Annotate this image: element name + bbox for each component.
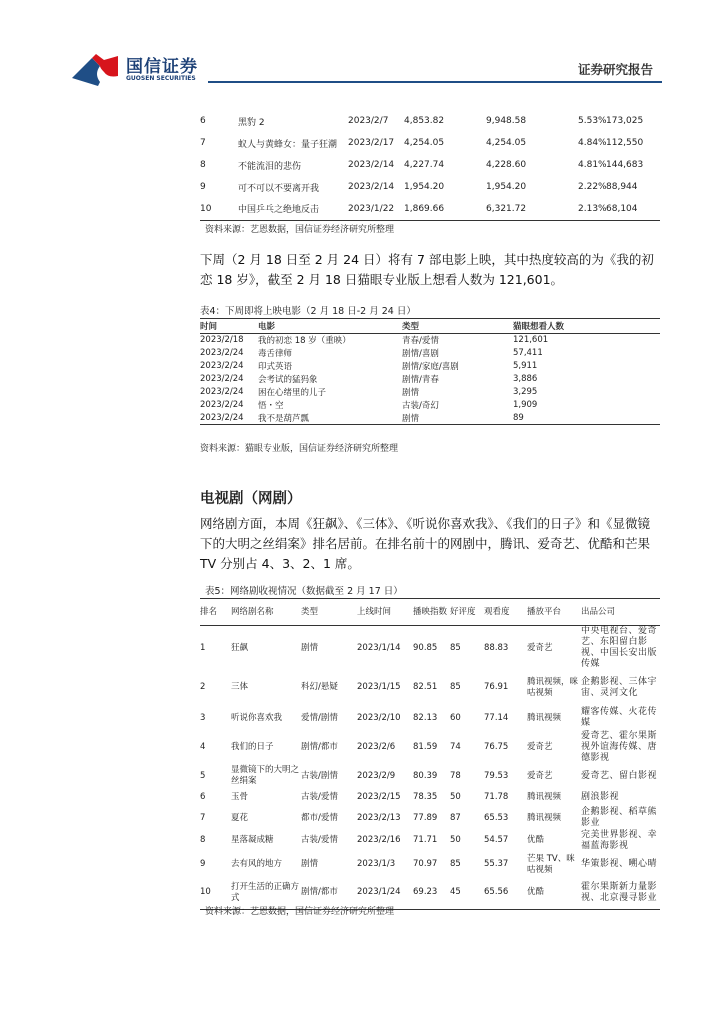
rank: 3	[200, 712, 206, 723]
logo-text-en: GUOSEN SECURITIES	[126, 75, 196, 82]
platform: 爱奇艺	[527, 742, 553, 752]
release-date: 2023/2/9	[357, 770, 396, 781]
platform: 爱奇艺	[527, 770, 553, 781]
rating: 50	[450, 835, 461, 845]
release-date: 2023/1/14	[357, 642, 401, 653]
company: 爱奇艺、霍尔果斯视外谊海传媒、唐德影视	[581, 731, 658, 763]
movie-title: 我的初恋 18 岁（重映）	[258, 336, 351, 347]
rating: 78	[450, 770, 461, 781]
series-name: 三体	[231, 682, 249, 692]
share: 2.22%	[578, 182, 607, 192]
genre: 剧情/都市	[301, 742, 338, 752]
release-date: 2023/1/15	[357, 682, 401, 692]
share: 2.13%	[578, 203, 607, 214]
movie-title: 中国乒乓之绝地反击	[238, 205, 320, 216]
genre: 剧情/家庭/喜剧	[402, 362, 459, 372]
genre: 剧情	[301, 859, 319, 869]
company: 霍尔果斯新力量影视、北京漫寻影业	[581, 881, 658, 903]
release-date: 2023/2/16	[357, 835, 401, 845]
column-header: 播放平台	[527, 599, 581, 626]
rank: 9	[200, 859, 206, 869]
table-row	[200, 347, 660, 360]
company: 耀客传媒、火花传媒	[581, 707, 658, 728]
viewing-score: 77.14	[484, 712, 509, 723]
movie-title: 我不是葫芦瓢	[258, 413, 310, 424]
table-row	[200, 360, 660, 373]
platform: 爱奇艺	[527, 642, 553, 653]
box-office-total: 4,254.05	[486, 138, 527, 148]
audience: 88,944	[606, 182, 638, 192]
company: 中央电视台、爱奇艺、东阳留白影视、中国长安出版传媒	[581, 626, 658, 669]
web-series-ratings-table	[200, 598, 660, 910]
company: 爱奇艺、留白影视	[581, 770, 658, 781]
table-row	[200, 132, 660, 154]
release-date: 2023/2/13	[357, 812, 401, 823]
movie-title: 可不可以不要离开我	[238, 183, 320, 194]
column-header: 上线时间	[357, 599, 413, 626]
column-header: 时间	[200, 319, 258, 334]
genre: 科幻/悬疑	[301, 682, 338, 692]
table-row	[200, 807, 660, 829]
viewing-score: 65.56	[484, 887, 509, 898]
box-office-total: 9,948.58	[486, 116, 527, 126]
broadcast-index: 82.13	[413, 712, 438, 723]
viewing-score: 79.53	[484, 770, 509, 781]
series-name: 我们的日子	[231, 742, 274, 752]
platform: 腾讯视频	[527, 792, 562, 802]
series-name: 狂飙	[231, 642, 249, 653]
company: 企鹅影视、稻草熊影业	[581, 807, 658, 828]
table-row	[200, 705, 660, 731]
table-row	[200, 198, 660, 220]
release-date: 2023/2/10	[357, 712, 401, 723]
column-header: 猫眼想看人数	[513, 319, 660, 334]
genre: 古装/剧情	[301, 770, 338, 781]
rating: 60	[450, 712, 461, 723]
platform: 腾讯视频	[527, 812, 562, 823]
rank: 6	[200, 792, 206, 802]
release-date: 2023/1/3	[357, 859, 396, 869]
movie-title: 悟・空	[258, 401, 284, 411]
table-row	[200, 334, 660, 347]
rank: 7	[200, 138, 206, 148]
series-name: 星落凝成糖	[231, 835, 274, 845]
genre: 爱情/剧情	[301, 712, 338, 723]
table4-caption: 表4：下周即将上映电影（2 月 18 日-2 月 24 日）	[200, 306, 416, 317]
rank: 9	[200, 182, 206, 192]
rank: 10	[200, 887, 211, 898]
genre: 古装/爱情	[301, 835, 338, 845]
box-office-total: 4,228.60	[486, 160, 527, 170]
genre: 剧情	[402, 388, 420, 398]
company: 华策影视、嗍心晴	[581, 859, 658, 869]
release-date: 2023/2/14	[348, 160, 395, 170]
table-row	[200, 412, 660, 425]
genre: 古装/爱情	[301, 792, 338, 802]
report-type-label: 证券研究报告	[578, 62, 654, 77]
series-name: 打开生活的正确方式	[231, 881, 300, 903]
release-date: 2023/1/24	[357, 887, 401, 898]
table-row	[200, 788, 660, 807]
box-office-week: 1,954.20	[404, 182, 445, 192]
broadcast-index: 80.39	[413, 770, 438, 781]
rank: 4	[200, 742, 206, 752]
date: 2023/2/24	[200, 387, 244, 397]
rating: 85	[450, 642, 461, 653]
date: 2023/2/24	[200, 348, 244, 358]
movie-title: 不能流泪的悲伤	[238, 161, 302, 172]
column-header: 网络剧名称	[231, 599, 301, 626]
table-row	[200, 829, 660, 852]
logo-text-cn: 国信证券	[126, 57, 198, 77]
audience: 173,025	[606, 116, 644, 126]
table-row	[200, 731, 660, 764]
table-row	[200, 626, 660, 671]
table-row	[200, 852, 660, 877]
genre: 剧情/青春	[402, 375, 439, 385]
platform: 优酷	[527, 835, 545, 845]
section-title-tv-series: 电视剧（网剧）	[200, 491, 302, 507]
broadcast-index: 69.23	[413, 887, 438, 898]
column-header: 电影	[258, 319, 402, 334]
table-row	[200, 373, 660, 386]
release-date: 2023/2/15	[357, 792, 401, 802]
column-header: 类型	[402, 319, 513, 334]
table-row	[200, 110, 660, 132]
want-to-see-count: 57,411	[513, 348, 543, 358]
want-to-see-count: 89	[513, 412, 524, 423]
column-header: 播映指数	[413, 599, 450, 626]
date: 2023/2/24	[200, 361, 244, 371]
genre: 都市/爱情	[301, 812, 338, 823]
table5-caption: 表5：网络剧收视情况（数据截至 2 月 17 日）	[205, 586, 403, 597]
box-office-week: 1,869.66	[404, 203, 445, 214]
movie-title: 印式英语	[258, 362, 293, 372]
column-header: 排名	[200, 599, 231, 626]
box-office-total: 6,321.72	[486, 203, 527, 214]
release-date: 2023/2/17	[348, 138, 395, 148]
release-date: 2023/2/7	[348, 116, 389, 126]
genre: 剧情/都市	[301, 887, 338, 898]
want-to-see-count: 5,911	[513, 361, 538, 371]
table3-source: 资料来源：艺恩数据，国信证券经济研究所整理	[205, 225, 395, 235]
upcoming-movies-table	[200, 318, 660, 425]
broadcast-index: 82.51	[413, 682, 438, 692]
audience: 144,683	[606, 160, 644, 170]
share: 4.81%	[578, 160, 607, 170]
series-name: 去有风的地方	[231, 859, 283, 869]
column-header: 好评度	[450, 599, 484, 626]
rank: 5	[200, 770, 206, 781]
broadcast-index: 90.85	[413, 642, 438, 653]
movie-title: 毒舌律师	[258, 349, 293, 359]
rating: 50	[450, 792, 461, 802]
table-row	[200, 399, 660, 412]
viewing-score: 76.75	[484, 742, 509, 752]
broadcast-index: 71.71	[413, 835, 438, 845]
box-office-week: 4,853.82	[404, 116, 445, 126]
viewing-score: 54.57	[484, 835, 509, 845]
column-header: 观看度	[484, 599, 527, 626]
viewing-score: 55.37	[484, 859, 509, 869]
table4-source: 资料来源：猫眼专业版，国信证券经济研究所整理	[200, 444, 399, 454]
series-name: 听说你喜欢我	[231, 712, 283, 723]
platform: 优酷	[527, 887, 545, 898]
viewing-score: 71.78	[484, 792, 509, 802]
rating: 85	[450, 859, 461, 869]
date: 2023/2/24	[200, 374, 244, 384]
genre: 古装/奇幻	[402, 401, 439, 411]
want-to-see-count: 121,601	[513, 335, 549, 346]
table5-source: 资料来源：艺恩数据，国信证券经济研究所整理	[205, 907, 395, 917]
broadcast-index: 78.35	[413, 792, 438, 802]
release-date: 2023/2/6	[357, 742, 396, 752]
rating: 74	[450, 742, 461, 752]
want-to-see-count: 1,909	[513, 400, 538, 410]
column-header: 类型	[301, 599, 357, 626]
rating: 85	[450, 682, 461, 692]
viewing-score: 76.91	[484, 682, 509, 692]
broadcast-index: 77.89	[413, 812, 438, 823]
viewing-score: 65.53	[484, 812, 509, 823]
company: 企鹅影视、三体宇宙、灵河文化	[581, 676, 658, 698]
table-row	[200, 154, 660, 176]
date: 2023/2/24	[200, 412, 244, 423]
genre: 剧情	[301, 642, 319, 653]
table-row	[200, 764, 660, 788]
box-office-table-continued	[200, 110, 660, 221]
want-to-see-count: 3,295	[513, 387, 538, 397]
movie-title: 会考试的猛犸象	[258, 375, 318, 385]
series-name: 玉骨	[231, 792, 249, 802]
rank: 8	[200, 835, 206, 845]
company: 完美世界影视、幸福蓝海影视	[581, 829, 658, 851]
date: 2023/2/18	[200, 335, 244, 346]
date: 2023/2/24	[200, 400, 244, 410]
broadcast-index: 81.59	[413, 742, 438, 752]
paragraph-web-series: 网络剧方面，本周《狂飙》、《三体》、《听说你喜欢我》、《我们的日子》和《显微镜下的大明之丝绢案》排名居前。在排名前十的网剧中，腾讯、爱奇艺、优酷和芒果 TV 分别占 4、3、2、1 席。	[200, 516, 651, 571]
audience: 112,550	[606, 138, 644, 148]
platform: 芒果 TV、咪咕视频	[527, 853, 575, 875]
movie-title: 困在心绪里的儿子	[258, 388, 327, 398]
rank: 8	[200, 160, 206, 170]
table-row	[200, 176, 660, 198]
share: 4.84%	[578, 138, 607, 148]
rating: 87	[450, 812, 461, 823]
column-header: 出品公司	[581, 599, 660, 626]
genre: 剧情/喜剧	[402, 349, 439, 359]
box-office-week: 4,227.74	[404, 160, 445, 170]
share: 5.53%	[578, 116, 607, 126]
release-date: 2023/2/14	[348, 182, 395, 192]
movie-title: 蚁人与黄蜂女：量子狂潮	[238, 139, 338, 150]
movie-title: 黑豹 2	[238, 117, 265, 128]
rank: 10	[200, 203, 212, 214]
rank: 2	[200, 682, 206, 692]
want-to-see-count: 3,886	[513, 374, 538, 384]
viewing-score: 88.83	[484, 642, 509, 653]
table-row	[200, 386, 660, 399]
rank: 1	[200, 642, 206, 653]
paragraph-upcoming-movies: 下周（2 月 18 日至 2 月 24 日）将有 7 部电影上映，其中热度较高的为《我的初恋 18 岁》，截至 2 月 18 日猫眼专业版上想看人数为 121,601。	[200, 252, 654, 287]
rank: 7	[200, 812, 206, 823]
platform: 腾讯视频，咪咕视频	[527, 676, 579, 698]
box-office-week: 4,254.05	[404, 138, 445, 148]
rank: 6	[200, 116, 206, 126]
genre: 剧情	[402, 413, 420, 424]
table-row	[200, 670, 660, 705]
broadcast-index: 70.97	[413, 859, 438, 869]
rating: 45	[450, 887, 461, 898]
platform: 腾讯视频	[527, 712, 562, 723]
series-name: 显微镜下的大明之丝绢案	[231, 765, 300, 786]
series-name: 夏花	[231, 812, 249, 823]
header-divider	[208, 81, 662, 83]
company: 剧浪影视	[581, 792, 620, 802]
release-date: 2023/1/22	[348, 203, 395, 214]
box-office-total: 1,954.20	[486, 182, 527, 192]
genre: 青春/爱情	[402, 336, 439, 347]
audience: 68,104	[606, 203, 638, 214]
